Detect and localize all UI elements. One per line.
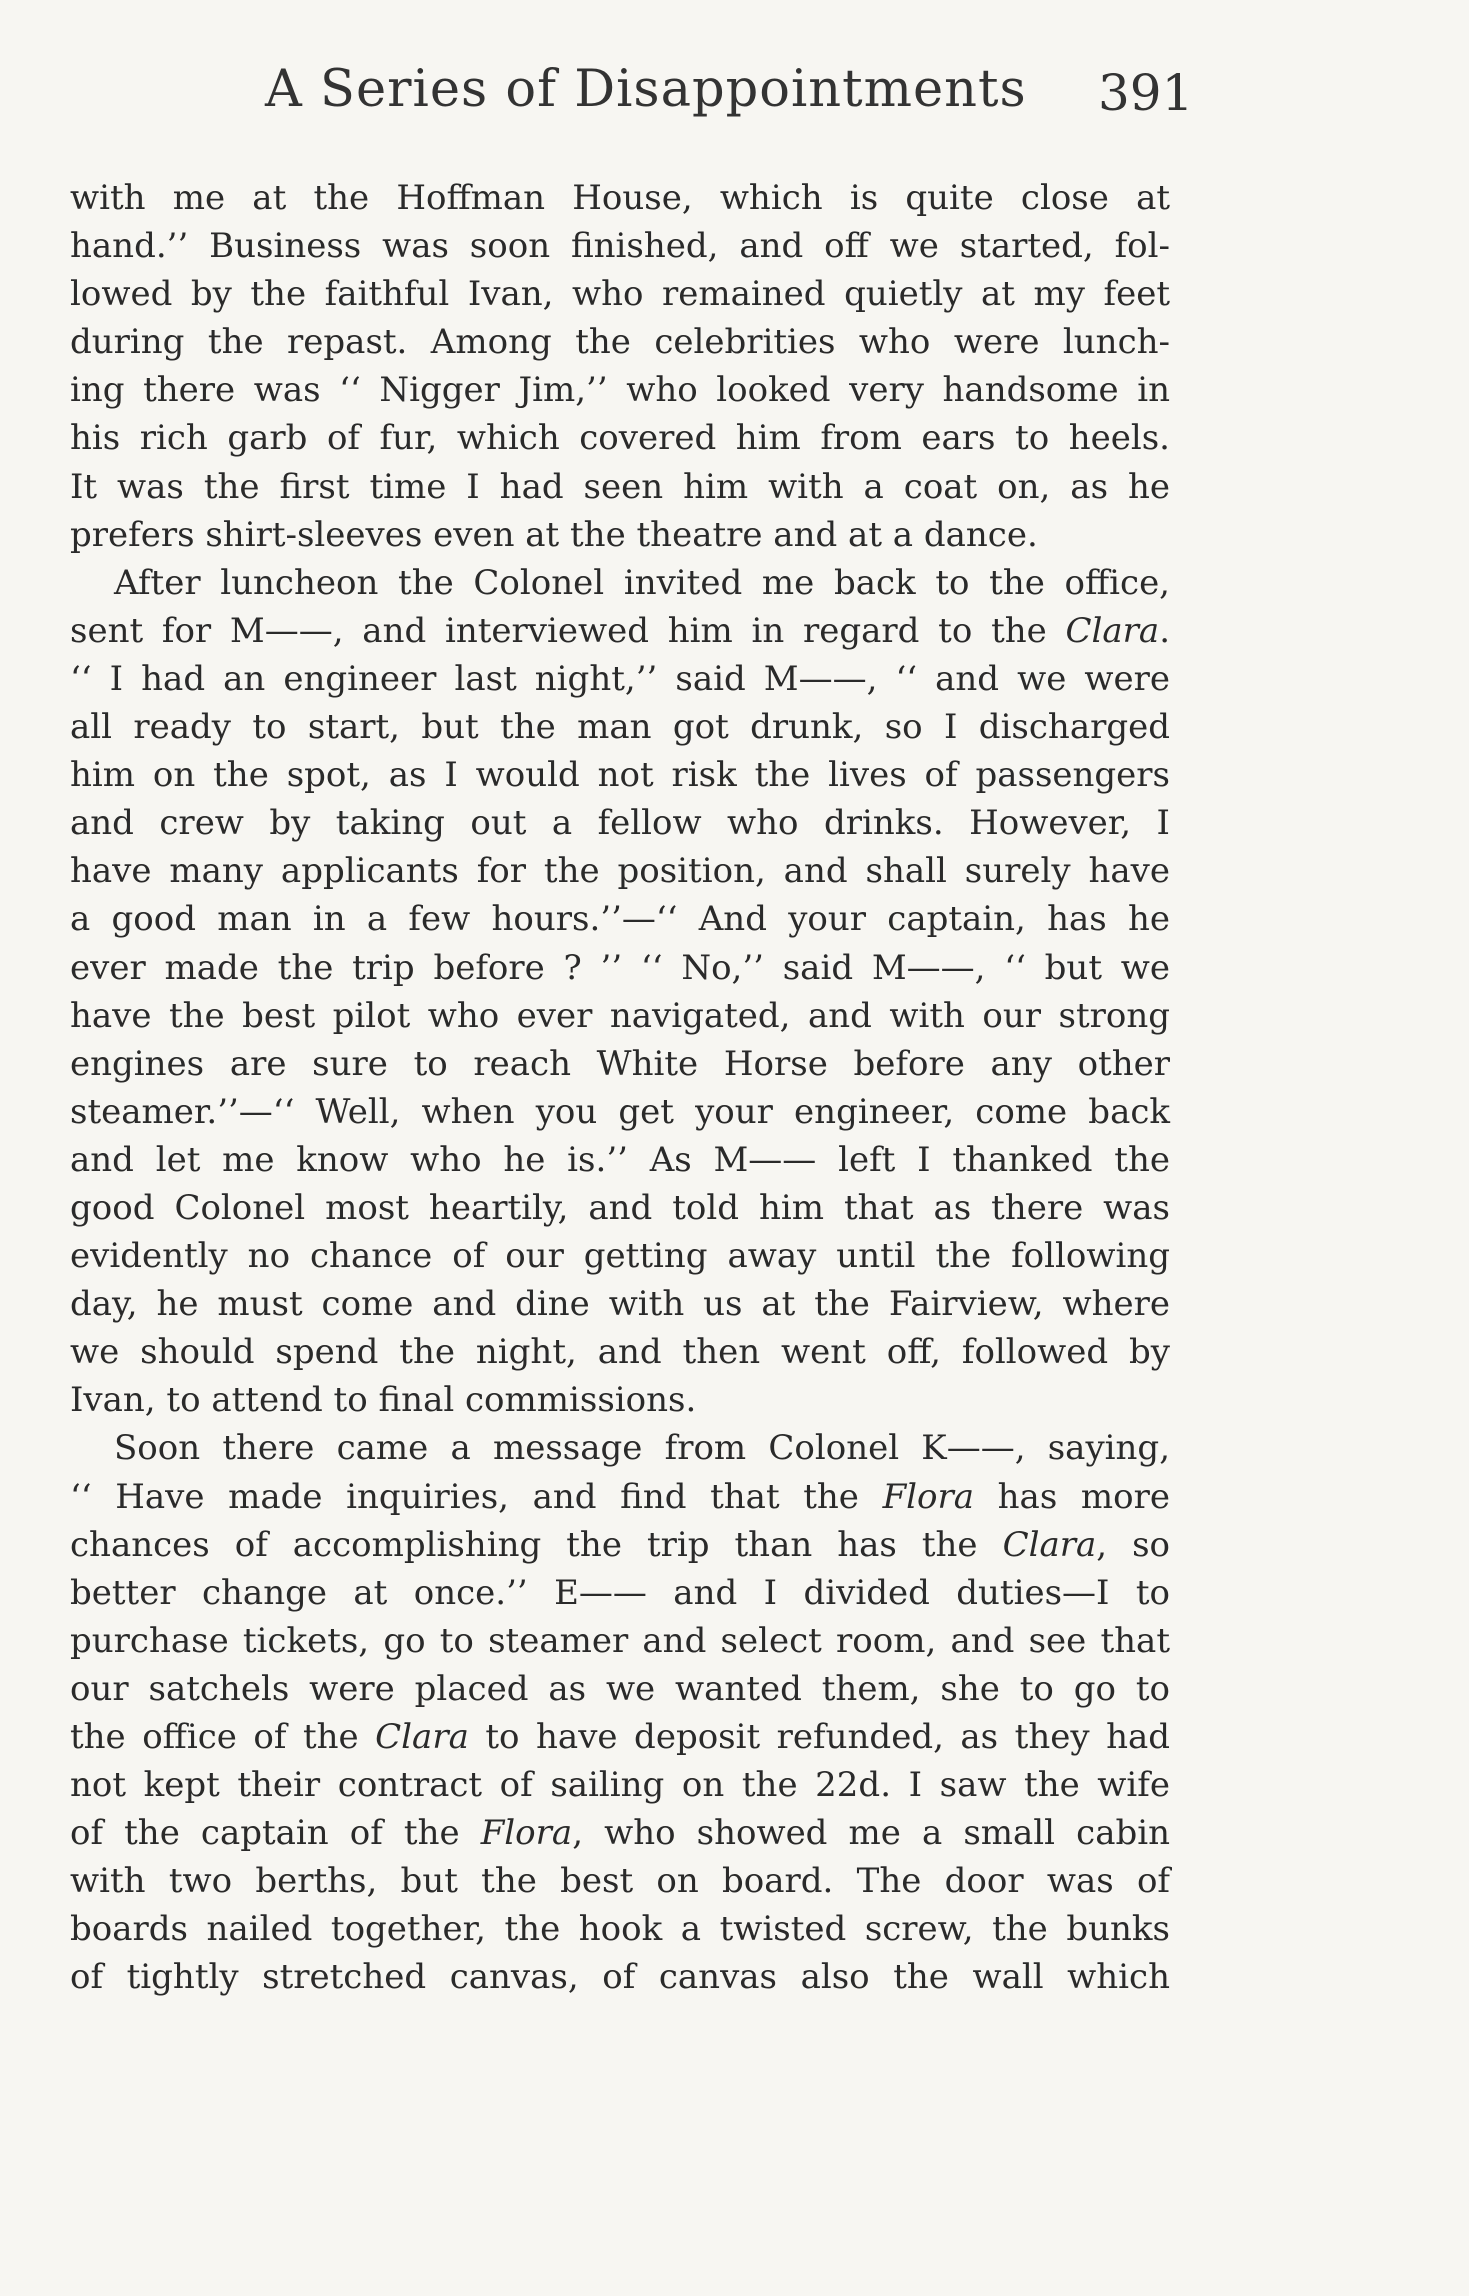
text-line: purchase tickets, go to steamer and select room, and see that bbox=[70, 1620, 1170, 1661]
text-line: engines are sure to reach White Horse before any other bbox=[70, 1043, 1170, 1084]
text-line: It was the first time I had seen him with a coat on, as he bbox=[70, 466, 1170, 507]
text-line: prefers shirt-sleeves even at the theatre and at a dance. bbox=[70, 514, 1038, 555]
text-line: better change at once.’’ E—— and I divided duties—I to bbox=[70, 1572, 1170, 1613]
text-line: of tightly stretched canvas, of canvas also the wall which bbox=[70, 1957, 1170, 1998]
text-line bbox=[70, 1521, 1170, 1569]
text-segment: . bbox=[1159, 610, 1170, 651]
page-number: 391 bbox=[1098, 64, 1194, 122]
text-line: lowed by the faithful Ivan, who remained quietly at my feet bbox=[70, 274, 1170, 315]
text-line: steamer.’’—‘‘ Well, when you get your engineer, come back bbox=[70, 1091, 1170, 1132]
text-segment: , so bbox=[1096, 1524, 1170, 1565]
text-line: have the best pilot who ever navigated, and with our strong bbox=[70, 995, 1170, 1036]
text-line bbox=[70, 1809, 1170, 1857]
text-line bbox=[70, 1473, 1170, 1521]
text-line: all ready to start, but the man got drunk, so I discharged bbox=[70, 707, 1170, 748]
text-segment: , who showed me a small cabin bbox=[572, 1813, 1170, 1854]
text-line: evidently no chance of our getting away until the following bbox=[70, 1236, 1170, 1277]
text-line bbox=[70, 1713, 1170, 1761]
text-segment: sent for M——, and interviewed him in regard to the bbox=[70, 610, 1066, 651]
text-line: and crew by taking out a fellow who drinks. However, I bbox=[70, 803, 1170, 844]
text-line: Ivan, to attend to final commissions. bbox=[70, 1380, 697, 1421]
text-line bbox=[70, 607, 1170, 655]
text-line: not kept their contract of sailing on the 22d. I saw the wife bbox=[70, 1765, 1170, 1806]
running-title: A Series of Disappointments bbox=[265, 60, 1027, 119]
text-line: ever made the trip before ? ’’ ‘‘ No,’’ said M——, ‘‘ but we bbox=[70, 947, 1170, 988]
text-line: Soon there came a message from Colonel K——, saying, bbox=[114, 1428, 1170, 1469]
italic-ship-name: Flora bbox=[480, 1813, 573, 1854]
text-line: a good man in a few hours.’’—‘‘ And your captain, has he bbox=[70, 899, 1170, 940]
text-line: day, he must come and dine with us at the Fairview, where bbox=[70, 1284, 1170, 1325]
text-line: have many applicants for the position, and shall surely have bbox=[70, 851, 1170, 892]
text-line: hand.’’ Business was soon finished, and off we started, fol- bbox=[70, 226, 1170, 267]
text-line: with me at the Hoffman House, which is quite close at bbox=[70, 178, 1170, 218]
text-segment: ‘‘ Have made inquiries, and find that the bbox=[70, 1476, 883, 1517]
text-line: our satchels were placed as we wanted them, she to go to bbox=[70, 1668, 1170, 1709]
text-line: ‘‘ I had an engineer last night,’’ said M——, ‘‘ and we were bbox=[70, 658, 1170, 699]
italic-ship-name: Clara bbox=[1065, 610, 1160, 651]
text-line: and let me know who he is.’’ As M—— left I thanked the bbox=[70, 1139, 1170, 1180]
italic-ship-name: Clara bbox=[375, 1717, 469, 1757]
text-line: we should spend the night, and then went off, followed by bbox=[70, 1332, 1170, 1373]
text-line: him on the spot, as I would not risk the lives of passengers bbox=[70, 755, 1170, 796]
body-text bbox=[70, 174, 1170, 2002]
text-line: good Colonel most heartily, and told him that as there was bbox=[70, 1187, 1170, 1228]
text-segment: to have deposit refunded, as they had bbox=[468, 1717, 1171, 1757]
text-line: with two berths, but the best on board. The door was of bbox=[70, 1861, 1170, 1902]
text-line: during the repast. Among the celebrities who were lunch- bbox=[70, 322, 1170, 363]
text-line: boards nailed together, the hook a twisted screw, the bunks bbox=[70, 1909, 1170, 1950]
text-segment: chances of accomplishing the trip than has the bbox=[70, 1524, 1003, 1565]
text-segment: of the captain of the bbox=[70, 1813, 481, 1854]
text-line: his rich garb of fur, which covered him from ears to heels. bbox=[70, 418, 1170, 459]
text-line: After luncheon the Colonel invited me back to the office, bbox=[114, 562, 1170, 603]
text-segment: the office of the bbox=[70, 1717, 376, 1757]
italic-ship-name: Clara bbox=[1002, 1524, 1097, 1565]
text-line: ing there was ‘‘ Nigger Jim,’’ who looked very handsome in bbox=[70, 370, 1170, 411]
italic-ship-name: Flora bbox=[882, 1476, 975, 1517]
text-segment: has more bbox=[974, 1476, 1170, 1517]
